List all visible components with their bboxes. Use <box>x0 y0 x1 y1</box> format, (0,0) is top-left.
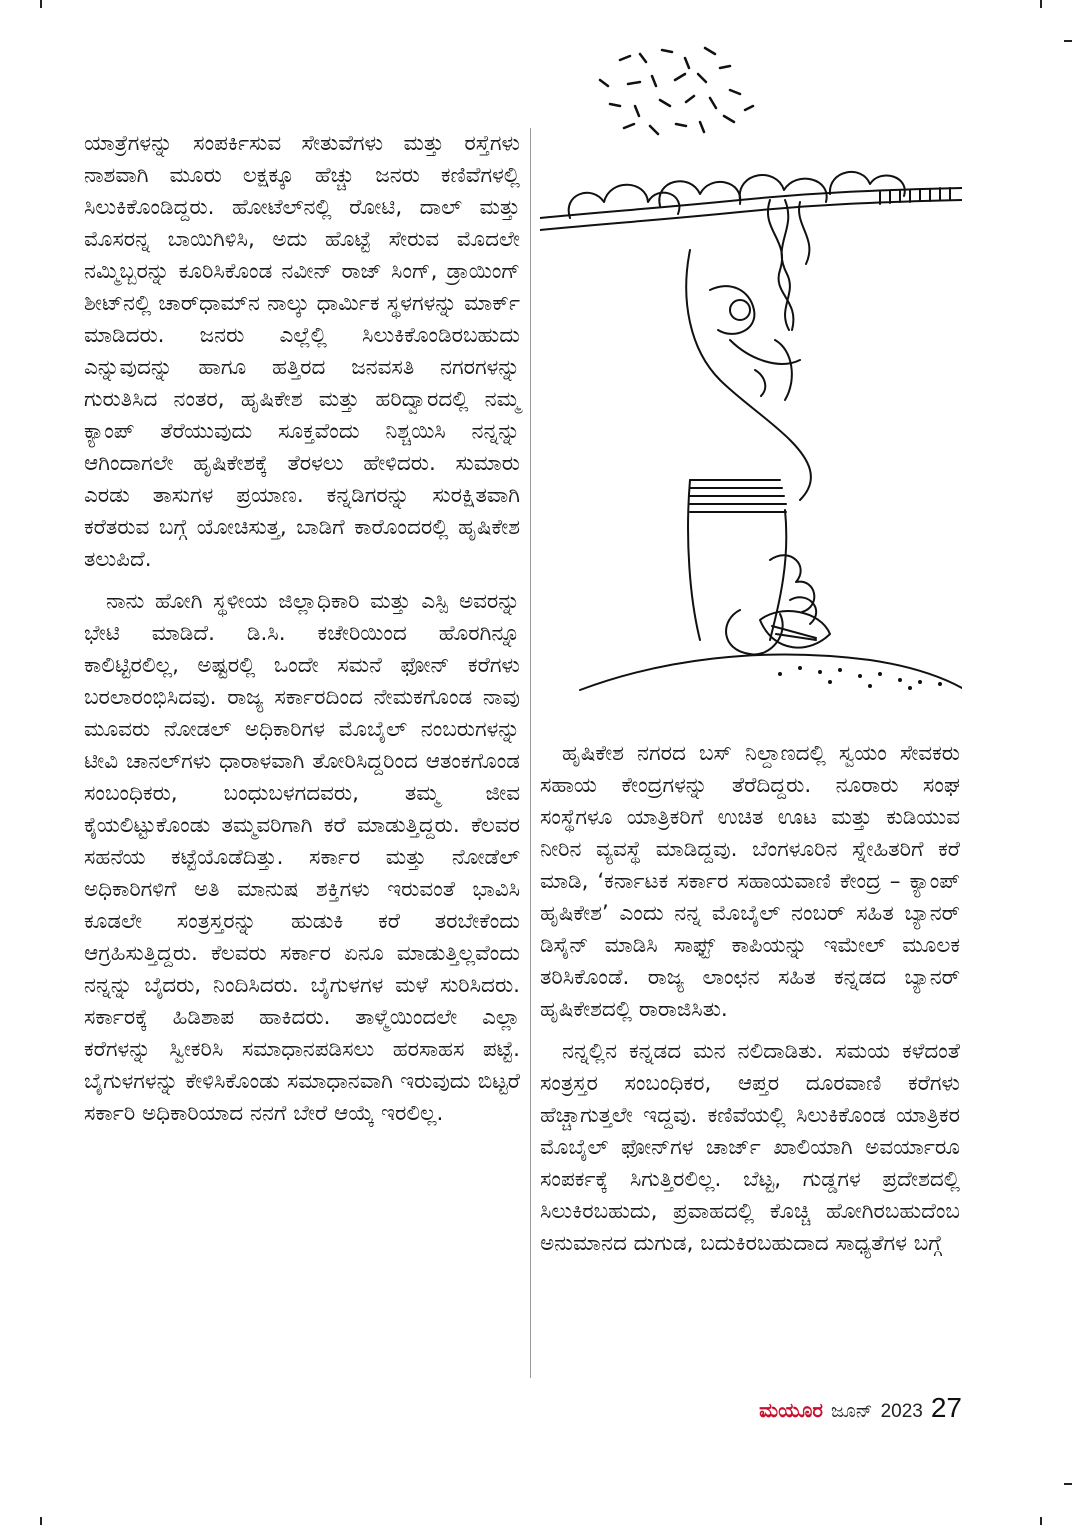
issue-month: ಜೂನ್ <box>830 1401 873 1422</box>
magazine-brand: ಮಯೂರ <box>759 1400 823 1422</box>
column-divider <box>530 128 531 1378</box>
article-column-left <box>84 128 520 1140</box>
article-column-right <box>540 738 960 1270</box>
article-paragraph: ಯಾತ್ರೆಗಳನ್ನು ಸಂಪರ್ಕಿಸುವ ಸೇತುವೆಗಳು ಮತ್ತು ರಸ್ತೆಗಳು ನಾಶವಾಗಿ ಮೂರು ಲಕ್ಷಕ್ಕೂ ಹೆಚ್ಚು ಜನರು ಕಣಿವೆಗಳಲ್ಲಿ ಸಿಲುಕಿಕೊಂಡಿದ್ದರು. ಹೋಟೆಲ್‌ನಲ್ಲಿ ರೋಟಿ, ದಾಲ್ ಮತ್ತು ಮೊಸರನ್ನ ಬಾಯಿಗಿಳಿಸಿ, ಅದು ಹೊಟ್ಟೆ ಸೇರುವ ಮೊದಲೇ ನಮ್ಮಿಬ್ಬರನ್ನು ಕೂರಿಸಿಕೊಂಡ ನವೀನ್ ರಾಜ್ ಸಿಂಗ್, ಡ್ರಾಯಿಂಗ್ ಶೀಟ್‌ನಲ್ಲಿ ಚಾರ್‌ಧಾಮ್‌ನ ನಾಲ್ಕು ಧಾರ್ಮಿಕ ಸ್ಥಳಗಳನ್ನು ಮಾರ್ಕ್ ಮಾಡಿದರು. ಜನರು ಎಲ್ಲೆಲ್ಲಿ ಸಿಲುಕಿಕೊಂಡಿರಬಹುದು ಎನ್ನುವುದನ್ನು ಹಾಗೂ ಹತ್ತಿರದ ಜನವಸತಿ ನಗರಗಳನ್ನು ಗುರುತಿಸಿದ ನಂತರ, ಹೃಷಿಕೇಶ ಮತ್ತು ಹರಿದ್ವಾರದಲ್ಲಿ ನಮ್ಮ ಕ್ಯಾಂಪ್ ತೆರೆಯುವುದು ಸೂಕ್ತವೆಂದು ನಿಶ್ಚಯಿಸಿ ನನ್ನನ್ನು ಆಗಿಂದಾಗಲೇ ಹೃಷಿಕೇಶಕ್ಕೆ ತೆರಳಲು ಹೇಳಿದರು. ಸುಮಾರು ಎರಡು ತಾಸುಗಳ ಪ್ರಯಾಣ. ಕನ್ನಡಿಗರನ್ನು ಸುರಕ್ಷಿತವಾಗಿ ಕರೆತರುವ ಬಗ್ಗೆ ಯೋಚಿಸುತ್ತ, ಬಾಡಿಗೆ ಕಾರೊಂದರಲ್ಲಿ ಹೃಷಿಕೇಶ ತಲುಪಿದೆ. <box>84 131 520 572</box>
issue-year: 2023 <box>880 1401 923 1422</box>
crop-mark-bottom-right <box>1040 1517 1042 1525</box>
article-paragraph: ನನ್ನಲ್ಲಿನ ಕನ್ನಡದ ಮನ ನಲಿದಾಡಿತು. ಸಮಯ ಕಳೆದಂತೆ ಸಂತ್ರಸ್ತರ ಸಂಬಂಧಿಕರ, ಆಪ್ತರ ದೂರವಾಣಿ ಕರೆಗಳು ಹೆಚ್ಚಾಗುತ್ತಲೇ ಇದ್ದವು. ಕಣಿವೆಯಲ್ಲಿ ಸಿಲುಕಿಕೊಂಡ ಯಾತ್ರಿಕರ ಮೊಬೈಲ್ ಫೋನ್‌ಗಳ ಚಾರ್ಜ್ ಖಾಲಿಯಾಗಿ ಅವರ್ಯಾರೂ ಸಂಪರ್ಕಕ್ಕೆ ಸಿಗುತ್ತಿರಲಿಲ್ಲ. ಬೆಟ್ಟ, ಗುಡ್ಡಗಳ ಪ್ರದೇಶದಲ್ಲಿ ಸಿಲುಕಿರಬಹುದು, ಪ್ರವಾಹದಲ್ಲಿ ಕೊಚ್ಚಿ ಹೋಗಿರಬಹುದೆಂಬ ಅನುಮಾನದ ದುಗುಡ, ಬದುಕಿರಬಹುದಾದ ಸಾಧ್ಯತೆಗಳ ಬಗ್ಗೆ <box>540 1039 960 1256</box>
article-paragraph: ನಾನು ಹೋಗಿ ಸ್ಥಳೀಯ ಜಿಲ್ಲಾಧಿಕಾರಿ ಮತ್ತು ಎಸ್ಪಿ ಅವರನ್ನು ಭೇಟಿ ಮಾಡಿದೆ. ಡಿ.ಸಿ. ಕಚೇರಿಯಿಂದ ಹೊರಗಿನ್ನೂ ಕಾಲಿಟ್ಟಿರಲಿಲ್ಲ, ಅಷ್ಟರಲ್ಲಿ ಒಂದೇ ಸಮನೆ ಫೋನ್ ಕರೆಗಳು ಬರಲಾರಂಭಿಸಿದವು. ರಾಜ್ಯ ಸರ್ಕಾರದಿಂದ ನೇಮಕಗೊಂಡ ನಾವು ಮೂವರು ನೋಡಲ್ ಅಧಿಕಾರಿಗಳ ಮೊಬೈಲ್ ನಂಬರುಗಳನ್ನು ಟೀವಿ ಚಾನಲ್‌ಗಳು ಧಾರಾಳವಾಗಿ ತೋರಿಸಿದ್ದರಿಂದ ಆತಂಕಗೊಂಡ ಸಂಬಂಧಿಕರು, ಬಂಧುಬಳಗದವರು, ತಮ್ಮ ಜೀವ ಕೈಯಲಿಟ್ಟುಕೊಂಡು ತಮ್ಮವರಿಗಾಗಿ ಕರೆ ಮಾಡುತ್ತಿದ್ದರು. ಕೆಲವರ ಸಹನೆಯ ಕಟ್ಟೆಯೊಡೆದಿತ್ತು. ಸರ್ಕಾರ ಮತ್ತು ನೋಡೆಲ್ ಅಧಿಕಾರಿಗಳಿಗೆ ಅತಿ ಮಾನುಷ ಶಕ್ತಿಗಳು ಇರುವಂತೆ ಭಾವಿಸಿ ಕೂಡಲೇ ಸಂತ್ರಸ್ತರನ್ನು ಹುಡುಕಿ ಕರೆ ತರಬೇಕೆಂದು ಆಗ್ರಹಿಸುತ್ತಿದ್ದರು. ಕೆಲವರು ಸರ್ಕಾರ ಏನೂ ಮಾಡುತ್ತಿಲ್ಲವೆಂದು ನನ್ನನ್ನು ಬೈದರು, ನಿಂದಿಸಿದರು. ಬೈಗುಳಗಳ ಮಳೆ ಸುರಿಸಿದರು. ಸರ್ಕಾರಕ್ಕೆ ಹಿಡಿಶಾಪ ಹಾಕಿದರು. ತಾಳ್ಮೆಯಿಂದಲೇ ಎಲ್ಲಾ ಕರೆಗಳನ್ನು ಸ್ವೀಕರಿಸಿ ಸಮಾಧಾನಪಡಿಸಲು ಹರಸಾಹಸ ಪಟ್ಟೆ. ಬೈಗುಳಗಳನ್ನು ಕೇಳಿಸಿಕೊಂಡು ಸಮಾಧಾನವಾಗಿ ಇರುವುದು ಬಿಟ್ಟರೆ ಸರ್ಕಾರಿ ಅಧಿಕಾರಿಯಾದ ನನಗೆ ಬೇರೆ ಆಯ್ಕೆ ಇರಲಿಲ್ಲ. <box>84 589 520 1126</box>
crop-mark-right-top <box>1064 40 1072 42</box>
crop-mark-top-left <box>40 0 42 8</box>
page-footer <box>759 1392 962 1424</box>
crop-mark-bottom-left <box>40 1517 42 1525</box>
article-paragraph: ಹೃಷಿಕೇಶ ನಗರದ ಬಸ್ ನಿಲ್ದಾಣದಲ್ಲಿ ಸ್ವಯಂ ಸೇವಕರು ಸಹಾಯ ಕೇಂದ್ರಗಳನ್ನು ತೆರೆದಿದ್ದರು. ನೂರಾರು ಸಂಘ ಸಂಸ್ಥೆಗಳೂ ಯಾತ್ರಿಕರಿಗೆ ಉಚಿತ ಊಟ ಮತ್ತು ಕುಡಿಯುವ ನೀರಿನ ವ್ಯವಸ್ಥೆ ಮಾಡಿದ್ದವು. ಬೆಂಗಳೂರಿನ ಸ್ನೇಹಿತರಿಗೆ ಕರೆ ಮಾಡಿ, ‘ಕರ್ನಾಟಕ ಸರ್ಕಾರ ಸಹಾಯವಾಣಿ ಕೇಂದ್ರ – ಕ್ಯಾಂಪ್ ಹೃಷಿಕೇಶ’ ಎಂದು ನನ್ನ ಮೊಬೈಲ್ ನಂಬರ್ ಸಹಿತ ಬ್ಯಾನರ್ ಡಿಸೈನ್ ಮಾಡಿಸಿ ಸಾಫ್ಟ್ ಕಾಪಿಯನ್ನು ಇಮೇಲ್ ಮೂಲಕ ತರಿಸಿಕೊಂಡೆ. ರಾಜ್ಯ ಲಾಂಛನ ಸಹಿತ ಕನ್ನಡದ ಬ್ಯಾನರ್ ಹೃಷಿಕೇಶದಲ್ಲಿ ರಾರಾಜಿಸಿತು. <box>540 741 960 1022</box>
crop-mark-right-bottom <box>1064 1483 1072 1485</box>
page-number: 27 <box>930 1392 962 1423</box>
crop-mark-top-right <box>1040 0 1042 8</box>
line-drawing-illustration <box>540 40 962 695</box>
